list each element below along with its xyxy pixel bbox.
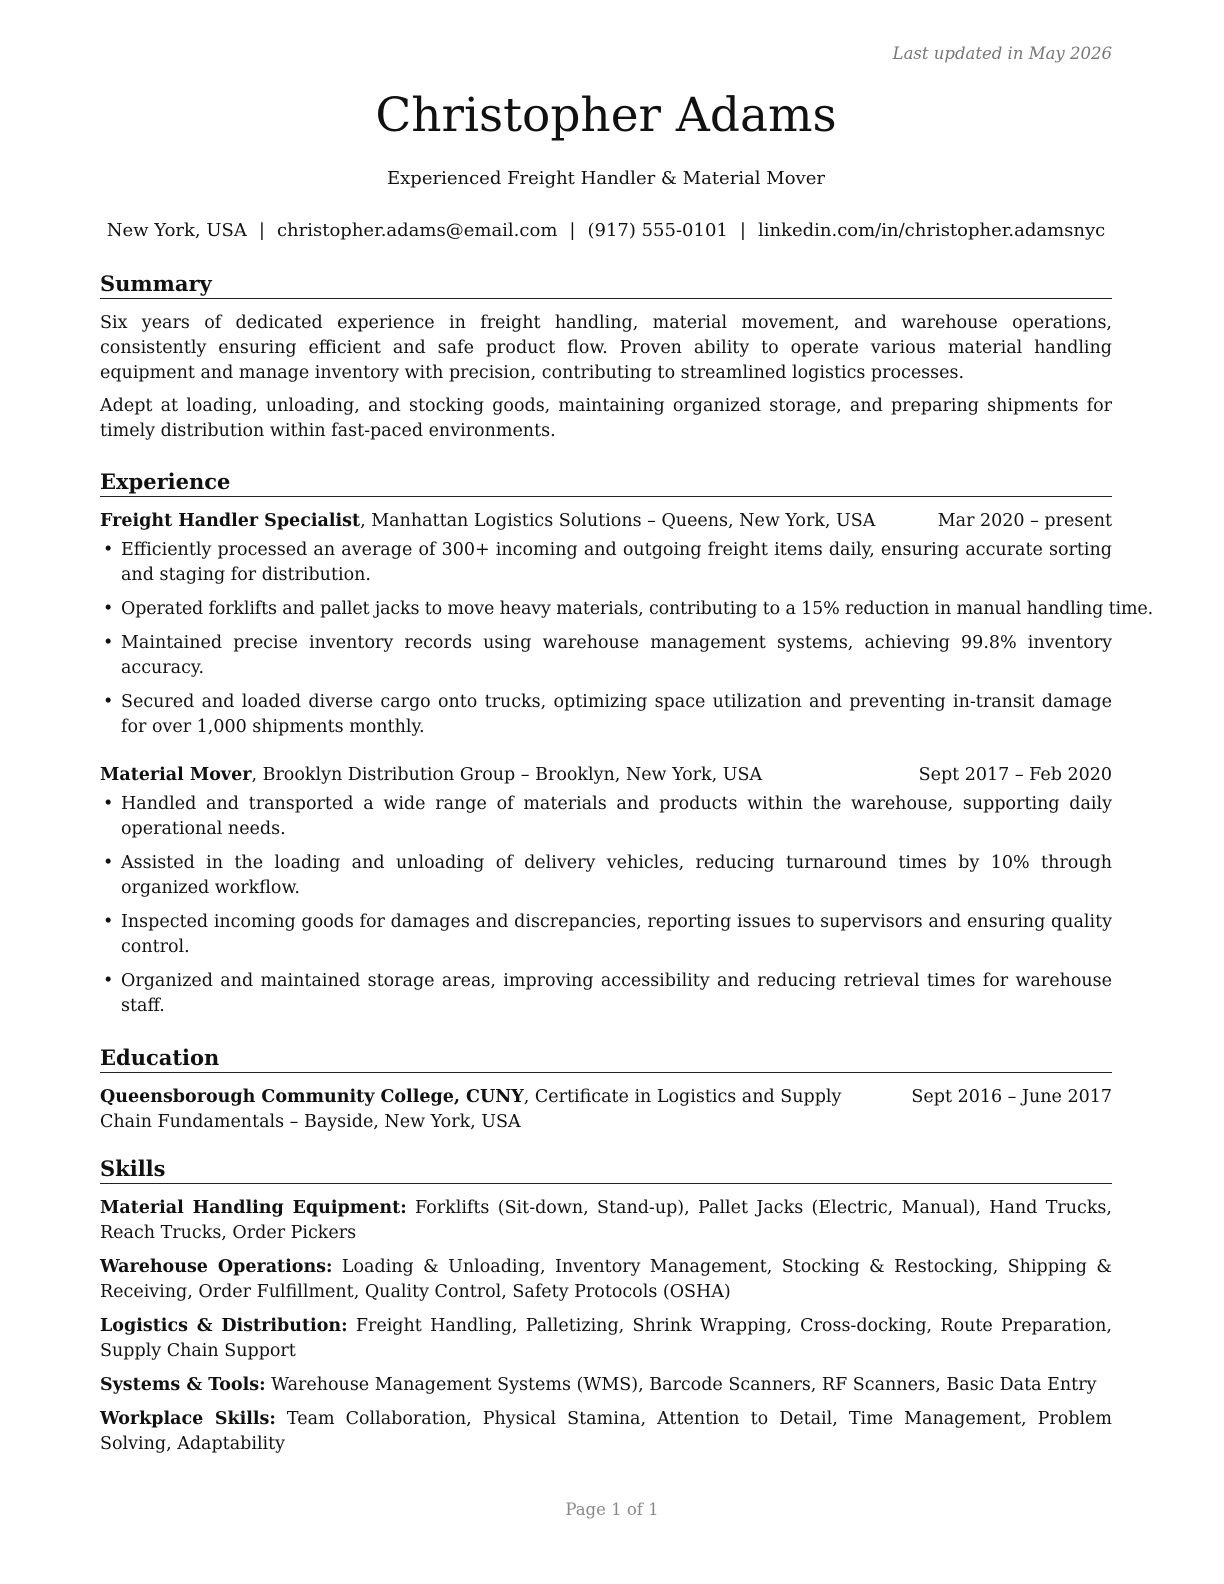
skill-line: [100, 1373, 1112, 1398]
job-bullet: [100, 969, 1112, 1019]
section-title-experience: Experience: [100, 468, 1112, 497]
section-title-skills: Skills: [100, 1155, 1112, 1184]
job-organization: , Manhattan Logistics Solutions – Queens, New York, USA: [360, 511, 876, 531]
bullet-text: Handled and transported a wide range of materials and products within the warehouse, supporting daily operational needs.: [121, 794, 1112, 839]
education-dates: Sept 2016 – June 2017: [911, 1087, 1112, 1107]
job-dates: Sept 2017 – Feb 2020: [918, 765, 1112, 785]
job-bullet: [100, 538, 1112, 588]
skill-line: [100, 1314, 1112, 1364]
contact-line: [80, 218, 1132, 244]
contact-email[interactable]: christopher.adams@email.com: [276, 220, 558, 241]
skill-label: Warehouse Operations:: [100, 1257, 333, 1277]
summary-paragraph: Adept at loading, unloading, and stocking goods, maintaining organized storage, and preparing shipments for timely distribution within fast-paced environments.: [100, 396, 1112, 441]
contact-separator: |: [569, 220, 576, 241]
skill-line: [100, 1196, 1112, 1246]
bullet-text: Efficiently processed an average of 300+ incoming and outgoing freight items daily, ensuring accurate sorting and staging for distribution.: [121, 540, 1112, 585]
skill-line: [100, 1407, 1112, 1457]
bullet-text: Secured and loaded diverse cargo onto trucks, optimizing space utilization and preventing in-transit damage for over 1,000 shipments monthly.: [121, 692, 1112, 737]
last-updated-note: Last updated in May 2026: [892, 44, 1112, 63]
skill-label: Systems & Tools:: [100, 1375, 266, 1395]
bullet-icon: •: [103, 692, 114, 712]
job-bullet: [100, 910, 1112, 960]
skill-label: Logistics & Distribution:: [100, 1316, 348, 1336]
section-title-education: Education: [100, 1044, 1112, 1073]
bullet-text: Organized and maintained storage areas, improving accessibility and reducing retrieval times for warehouse staff.: [121, 971, 1112, 1016]
job-bullet: [100, 792, 1112, 842]
bullet-text: Maintained precise inventory records using warehouse management systems, achieving 99.8% inventory accuracy.: [121, 633, 1112, 678]
candidate-name: Christopher Adams: [375, 88, 837, 143]
job-bullet: [100, 597, 1154, 622]
contact-separator: |: [258, 220, 265, 241]
bullet-icon: •: [103, 912, 114, 932]
contact-separator: |: [739, 220, 746, 241]
candidate-headline: Experienced Freight Handler & Material Mover: [387, 168, 825, 189]
skill-value: Forklifts (Sit-down, Stand-up), Pallet Jacks (Electric, Manual), Hand Trucks, Reach Trucks, Order Pickers: [100, 1198, 1112, 1243]
bullet-text: Assisted in the loading and unloading of delivery vehicles, reducing turnaround times by 10% through organized workflow.: [121, 853, 1112, 898]
skill-value: Loading & Unloading, Inventory Management, Stocking & Restocking, Shipping & Receiving, Order Fulfillment, Quality Control, Safety Protocols (OSHA): [100, 1257, 1112, 1302]
skill-value: Team Collaboration, Physical Stamina, Attention to Detail, Time Management, Problem Solving, Adaptability: [100, 1409, 1112, 1454]
bullet-icon: •: [103, 540, 114, 560]
education-detail: , Certificate in Logistics and Supply Chain Fundamentals – Bayside, New York, USA: [100, 1087, 842, 1132]
job-bullet: [100, 690, 1112, 740]
bullet-icon: •: [103, 794, 114, 814]
section-title-summary: Summary: [100, 270, 1112, 299]
skill-value: Freight Handling, Palletizing, Shrink Wrapping, Cross-docking, Route Preparation, Supply Chain Support: [100, 1316, 1112, 1361]
job-role: Material Mover: [100, 765, 252, 785]
education-entry: [100, 1085, 1112, 1135]
skill-value: Warehouse Management Systems (WMS), Barcode Scanners, RF Scanners, Basic Data Entry: [265, 1375, 1097, 1395]
skill-label: Workplace Skills:: [100, 1409, 276, 1429]
page-footer: Page 1 of 1: [565, 1500, 659, 1519]
job-bullets: [100, 538, 1154, 740]
job-bullets: [100, 792, 1112, 1019]
contact-location: New York, USA: [106, 220, 247, 241]
job-bullet: [100, 631, 1112, 681]
bullet-icon: •: [103, 633, 114, 653]
resume-body: [100, 270, 1154, 1466]
bullet-icon: •: [103, 853, 114, 873]
job-header: [100, 763, 1112, 788]
job-header: [100, 509, 1112, 534]
job-bullet: [100, 851, 1112, 901]
job-entry: [100, 509, 1154, 740]
bullet-icon: •: [103, 971, 114, 991]
job-dates: Mar 2020 – present: [937, 511, 1112, 531]
skill-label: Material Handling Equipment:: [100, 1198, 407, 1218]
contact-phone[interactable]: (917) 555-0101: [587, 220, 728, 241]
education-school: Queensborough Community College, CUNY: [100, 1087, 524, 1107]
bullet-icon: •: [103, 599, 114, 619]
summary-paragraph: Six years of dedicated experience in freight handling, material movement, and warehouse operations, consistently ensuring efficient and safe product flow. Proven ability to operate various material handling equipment and manage inventory with precision, contributing to streamlined logistics processes.: [100, 313, 1112, 383]
contact-linkedin[interactable]: linkedin.com/in/christopher.adamsnyc: [757, 220, 1106, 241]
bullet-text: Inspected incoming goods for damages and discrepancies, reporting issues to supervisors and ensuring quality control.: [121, 912, 1112, 957]
job-entry: [100, 763, 1112, 1019]
skill-line: [100, 1255, 1112, 1305]
job-organization: , Brooklyn Distribution Group – Brooklyn, New York, USA: [251, 765, 763, 785]
job-role: Freight Handler Specialist: [100, 511, 361, 531]
bullet-text: Operated forklifts and pallet jacks to move heavy materials, contributing to a 15% reduction in manual handling time.: [121, 599, 1154, 619]
